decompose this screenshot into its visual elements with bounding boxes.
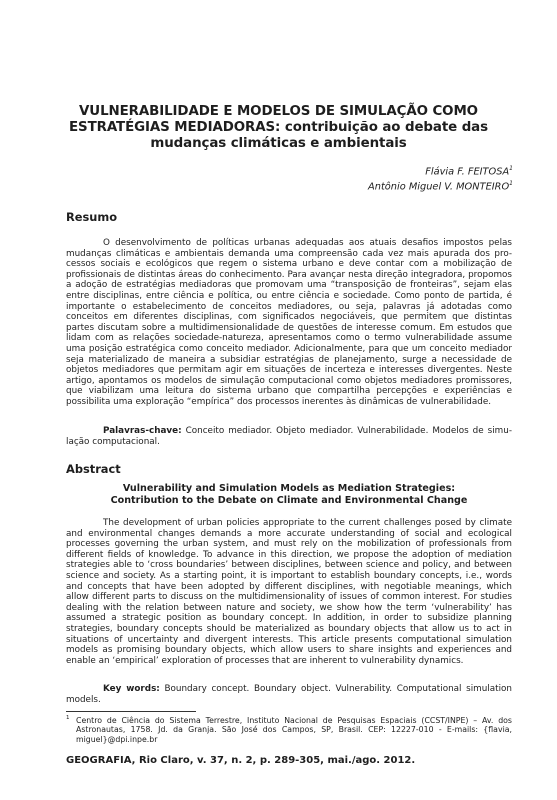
abstract-keywords-label: Key words: [103,684,160,694]
resumo-keywords-label: Palavras-chave: [103,426,182,436]
title-line-3: mudanças climáticas e ambientais [150,136,407,151]
abstract-text: The development of urban policies appropriate to the current challenges posed by climate and environmental changes demands a more accurate understanding of social and ecological processes governing the urban system, and must rely on the mobilization of professionals from different fields of knowledge. To advance in this direction, we propose the adoption of mediation strategies able to ‘cross boundaries’ between disciplines, between science and policy, and between science and society. As a starting point, it is important to establish boundary concepts, i.e., words and concepts that have been adopted by different disciplines, with negotiable meanings, which allow different parts to discuss on the multidimensionality of issues of common interest. For studies dealing with the relation between nature and society, we show how the term ‘vulnerability’ has assumed a strategic position as boundary concept. In addition, in order to subsidize planning strategies, boundary concepts should be materialized as boundary objects that allow us to act in situations of uncertainty and divergent interests. This article presents computational simulation models as promising boundary objects, which allow users to share insights and experiences and enable an ‘empirical’ exploration of processes that are inherent to vulnerability dynamics. [66,518,512,666]
author-1-name: Flávia F. FEITOSA [425,166,510,178]
abstract-title [66,483,512,506]
resumo-keywords [66,426,512,447]
resumo-keywords-text: Conceito mediador. Objeto mediador. Vulnerabilidade. Modelos de simulação computacional. [66,426,512,447]
footnote [66,716,512,744]
footnote-text: Centro de Ciência do Sistema Terrestre, Instituto Nacional de Pesquisas Espaciais (CCST/INPE) – Av. dos Astronautas, 1758. Jd. da Granja. São José dos Campos, SP, Brasil. CEP: 12227-010 - E-mails: {flavia, miguel}@dpi.inpe.br [76,716,512,744]
title-line-1: VULNERABILIDADE E MODELOS DE SIMULAÇÃO COMO [79,104,478,119]
author-2-name: Antônio Miguel V. MONTEIRO [368,181,510,193]
author-2 [368,180,513,192]
abstract-title-line-1: Vulnerability and Simulation Models as Mediation Strategies: [122,483,456,494]
journal-citation: GEOGRAFIA, Rio Claro, v. 37, n. 2, p. 289-305, mai./ago. 2012. [66,755,416,766]
resumo-text: O desenvolvimento de políticas urbanas adequadas aos atuais desafios impostos pelas mudanças climáticas e ambientais demanda uma compreensão cada vez mais apurada dos processos sociais e ecológicos que regem o sistema urbano e deve contar com a mobilização de profissionais de distintas áreas do conhecimento. Para avançar nesta direção integradora, propomos a adoção de estratégias mediadoras que promovam uma “transposição de fronteiras”, sejam elas entre disciplinas, entre ciência e política, ou entre ciência e sociedade. Como ponto de partida, é importante o estabelecimento de conceitos mediadores, ou seja, palavras já adotadas como conceitos em diferentes disciplinas, com significados negociáveis, que permitem que distintas partes discutam sobre a multidimensionalidade de questões de interesse comum. Em estudos que lidam com as relações sociedade-natureza, apresentamos como o termo vulnerabilidade assume uma posição estratégica como conceito mediador. Adicionalmente, para que um conceito mediador seja materializado de maneira a subsidiar estratégias de planejamento, surge a necessidade de objetos mediadores que permitam agir em situações de incerteza e interesses divergentes. Neste artigo, apontamos os modelos de simulação computacional como objetos mediadores promissores, que viabilizam uma leitura do sistema urbano que compartilha percepções e experiências e possibilita uma exploração “empírica” dos processos inerentes às dinâmicas de vulnerabilidade. [66,238,512,407]
abstract-title-line-2: Contribution to the Debate on Climate and Environmental Change [110,494,468,506]
abstract-keywords-text: Boundary concept. Boundary object. Vulnerability. Computational simulation models. [66,684,512,705]
author-2-footnote-mark: 1 [509,180,513,187]
title-line-2: ESTRATÉGIAS MEDIADORAS: contribuição ao debate das [69,120,488,135]
abstract-heading: Abstract [66,462,121,476]
author-1-footnote-mark: 1 [509,165,513,172]
abstract-keywords [66,684,512,705]
footnote-mark: 1 [66,715,70,721]
paper-title [60,104,497,152]
footnote-separator [66,711,196,712]
resumo-heading: Resumo [66,210,118,224]
author-1 [425,165,513,177]
